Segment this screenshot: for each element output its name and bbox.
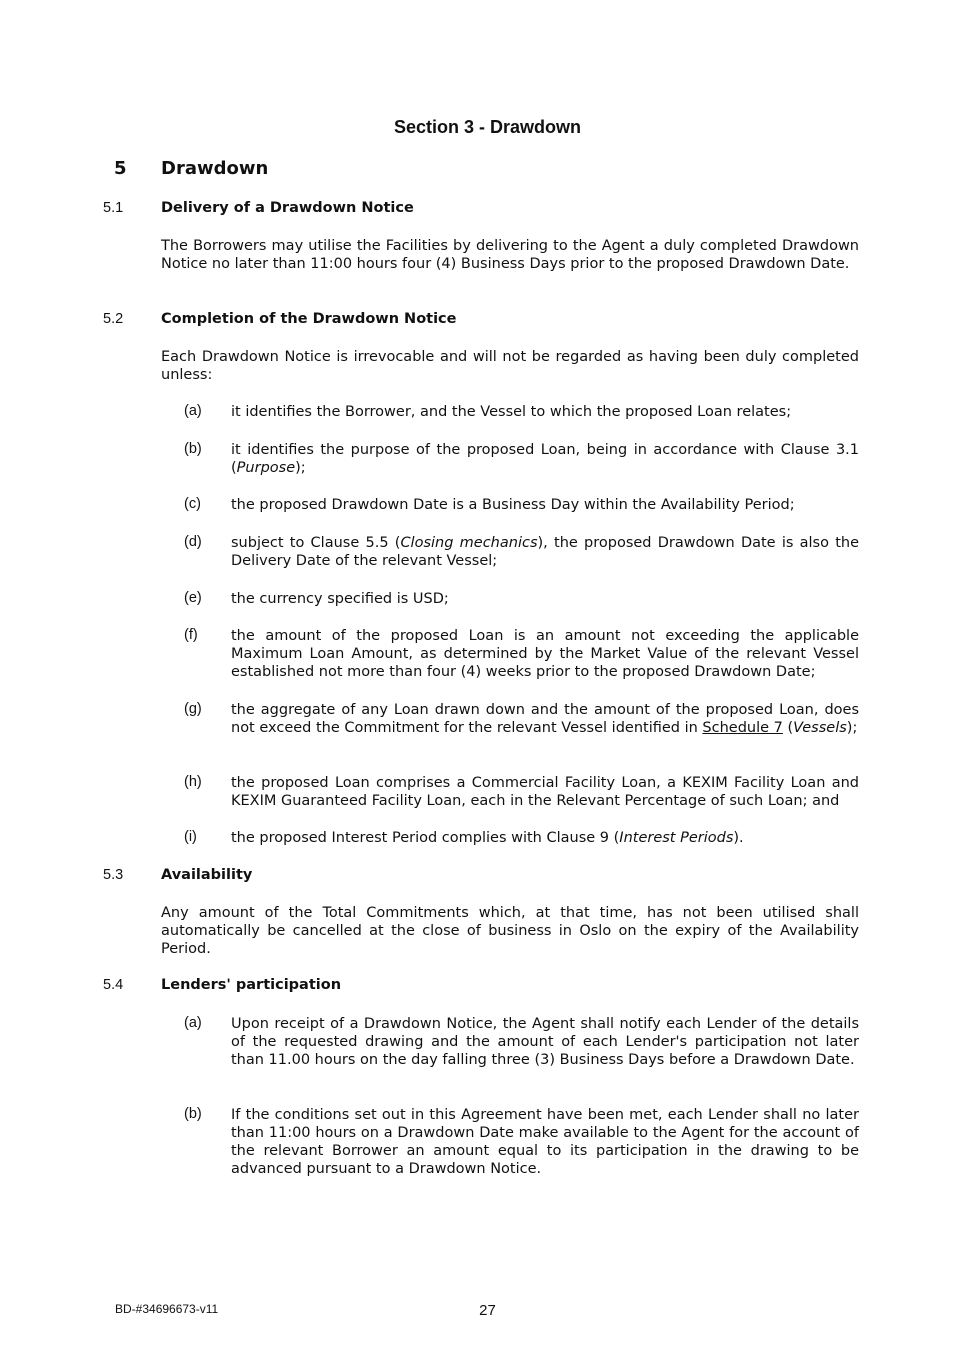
clause-title: Drawdown xyxy=(161,158,269,179)
list-item-text xyxy=(231,534,859,570)
list-item-text: If the conditions set out in this Agreement have been met, each Lender shall no later than 11:00 hours on a Drawdown Date make available to the Agent for the account of the relevant Borrower an amount equal to its participation in the drawing to be advanced pursuant to a Drawdown Notice. xyxy=(231,1107,859,1177)
subclause-paragraph: Each Drawdown Notice is irrevocable and will not be regarded as having been duly completed unless: xyxy=(161,349,859,383)
list-item-label: (a) xyxy=(184,403,202,419)
list-item-label: (f) xyxy=(184,627,198,643)
section-title: Section 3 - Drawdown xyxy=(393,117,582,137)
text-run: ), the proposed Drawdown Date is also the Delivery Date of the relevant Vessel; xyxy=(231,535,859,569)
list-item-text: the proposed Drawdown Date is a Business Day within the Availability Period; xyxy=(231,497,795,513)
list-item-label: (c) xyxy=(184,496,201,512)
list-item-text: Upon receipt of a Drawdown Notice, the Agent shall notify each Lender of the details of the requested drawing and the amount of each Lender's participation not later than 11.00 hours on the day falling three (3) Business Days before a Drawdown Date. xyxy=(231,1016,859,1068)
text-run: the aggregate of any Loan drawn down and the amount of the proposed Loan, does not exceed the Commitment for the relevant Vessel identified in xyxy=(231,702,859,736)
list-item-text xyxy=(231,441,859,477)
list-item-text: the proposed Loan comprises a Commercial Facility Loan, a KEXIM Facility Loan and KEXIM Guaranteed Facility Loan, each in the Relevant Percentage of such Loan; and xyxy=(231,775,859,809)
list-item-label: (b) xyxy=(184,1106,202,1122)
list-item-label: (a) xyxy=(184,1015,202,1031)
list-item-label: (i) xyxy=(184,829,197,845)
document-reference: BD-#34696673-v11 xyxy=(115,1302,219,1316)
schedule-link[interactable]: Schedule 7 xyxy=(702,720,783,736)
list-item-text xyxy=(231,701,859,737)
list-item-label: (e) xyxy=(184,590,202,606)
subclause-heading: Availability xyxy=(161,867,253,883)
subclause-number: 5.4 xyxy=(103,977,124,993)
list-item-text: the amount of the proposed Loan is an amount not exceeding the applicable Maximum Loan Amount, as determined by the Market Value of the relevant Vessel established not more than four (4) weeks prior to the proposed Drawdown Date; xyxy=(231,628,859,680)
text-run: ( xyxy=(782,720,794,736)
text-run: it identifies the purpose of the proposed Loan, being in accordance with Clause 3.1 ( xyxy=(231,442,859,476)
text-run: ); xyxy=(295,460,306,476)
page-number: 27 xyxy=(479,1302,496,1319)
subclause-heading: Delivery of a Drawdown Notice xyxy=(161,200,414,216)
list-item-label: (b) xyxy=(184,441,202,457)
subclause-heading: Lenders' participation xyxy=(161,977,342,993)
text-run: ); xyxy=(846,720,858,736)
list-item-text: the currency specified is USD; xyxy=(231,591,449,607)
italic-reference: Interest Periods xyxy=(619,830,734,846)
italic-reference: Purpose xyxy=(236,460,296,476)
subclause-paragraph: Any amount of the Total Commitments which, at that time, has not been utilised shall automatically be cancelled at the close of business in Oslo on the expiry of the Availability Period. xyxy=(161,905,859,957)
text-run: subject to Clause 5.5 ( xyxy=(231,535,401,551)
subclause-number: 5.2 xyxy=(103,311,124,327)
list-item-label: (d) xyxy=(184,534,202,550)
subclause-paragraph: The Borrowers may utilise the Facilities by delivering to the Agent a duly completed Drawdown Notice no later than 11:00 hours four (4) Business Days prior to the proposed Drawdown Date. xyxy=(161,238,859,272)
italic-reference: Closing mechanics xyxy=(400,535,538,551)
subclause-number: 5.3 xyxy=(103,867,124,883)
subclause-number: 5.1 xyxy=(103,200,124,216)
list-item-label: (g) xyxy=(184,701,202,717)
text-run: the proposed Interest Period complies with Clause 9 ( xyxy=(231,830,620,846)
list-item-text: it identifies the Borrower, and the Vessel to which the proposed Loan relates; xyxy=(231,404,792,420)
list-item-label: (h) xyxy=(184,774,202,790)
italic-reference: Vessels xyxy=(793,720,847,736)
text-run: ). xyxy=(733,830,744,846)
list-item-text xyxy=(231,829,859,847)
subclause-heading: Completion of the Drawdown Notice xyxy=(161,311,457,327)
clause-number: 5 xyxy=(114,158,127,179)
